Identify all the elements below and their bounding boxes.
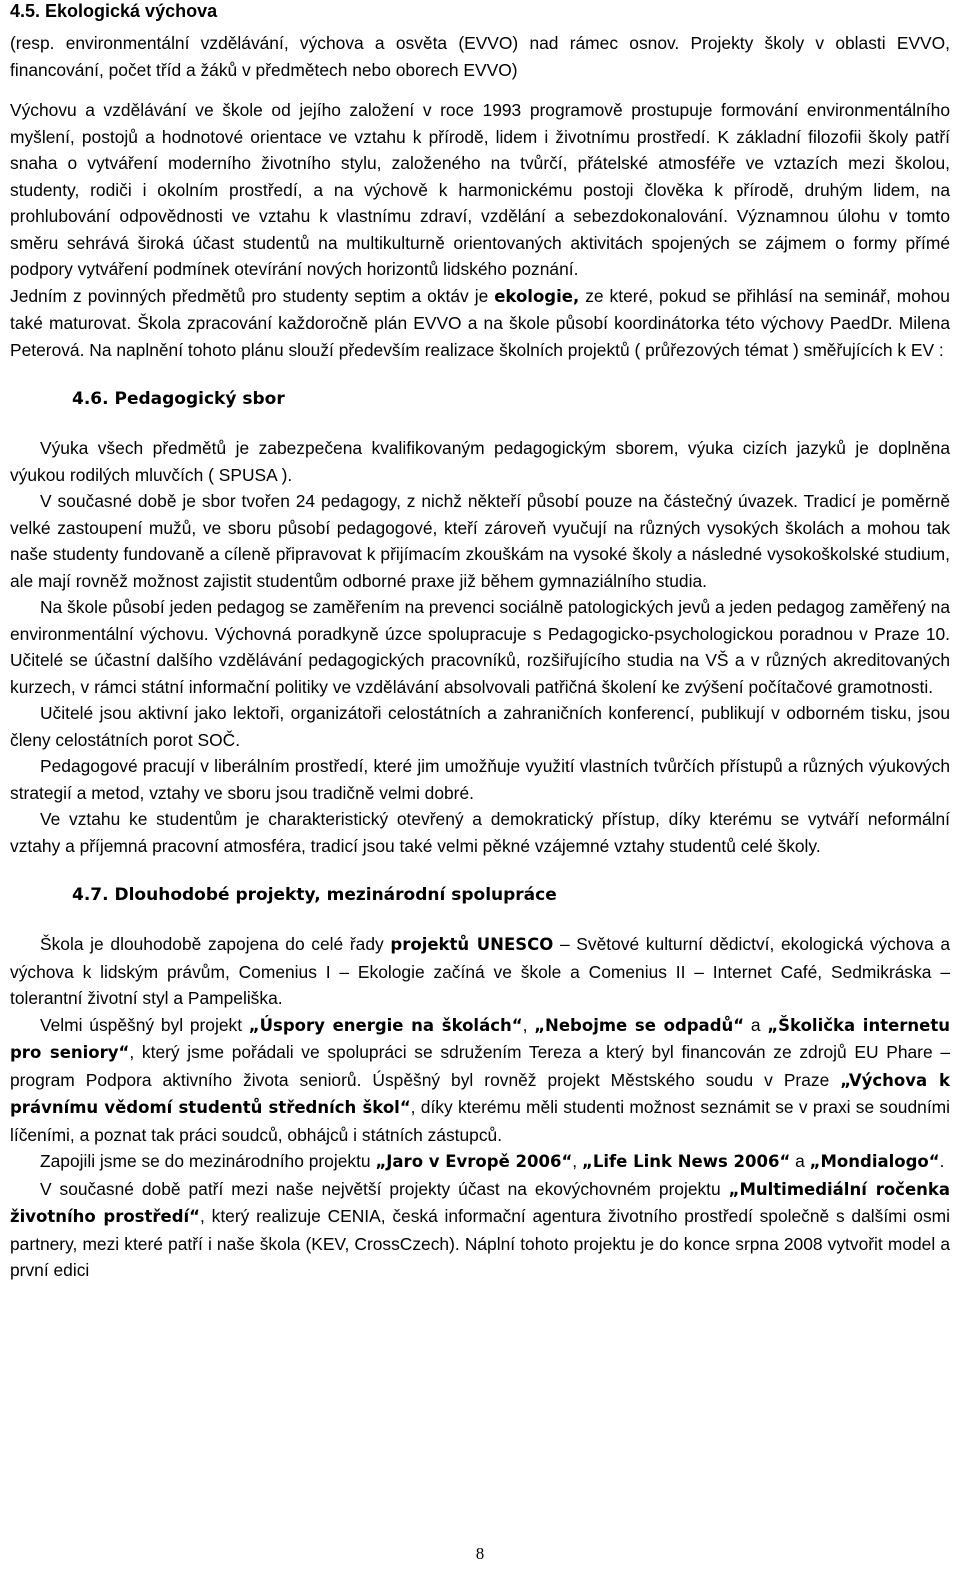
paragraph: Zapojili jsme se do mezinárodního projektu „Jaro v Evropě 2006“, „Life Link News 2006“ a „Mondialogo“. (40, 1151, 945, 1171)
paragraph: Výchovu a vzdělávání ve škole od jejího založení v roce 1993 programově prostupuje formování environmentálního myšlení, postojů a hodnotové orientace ve vztahu k přírodě, lidem i životnímu prostředí. K základní filozofii školy patří snaha o vytváření moderního životního stylu, založeného na tvůrčí, přátelské atmosféře ve vztazích mezi školou, studenty, rodiči i okolním prostředí, a na výchově k harmonickému postoji člověka k přírodě, druhým lidem, na prohlubování odpovědnosti ve vztahu k vlastnímu zdraví, vzdělání a sebezdokonalování. Významnou úlohu v tomto směru sehrává široká účast studentů na multikulturně orientovaných aktivitách spojených se zájmem o formy přímé podpory vytváření podmínek otevírání nových horizontů lidského poznání. (10, 100, 950, 279)
keyword: „Úspory energie na školách“ (248, 1015, 523, 1035)
keyword: „Jaro v Evropě 2006“ (375, 1152, 573, 1171)
paragraph: Pedagogové pracují v liberálním prostředí, které jim umožňuje využití vlastních tvůrčích přístupů a různých výukových strategií a metod, vztahy ve sboru jsou tradičně velmi dobré. (10, 756, 950, 803)
section-heading-4-5: 4.5. Ekologická výchova (10, 1, 218, 21)
paragraph: Jedním z povinných předmětů pro studenty septim a oktáv je ekologie, ze které, pokud se přihlásí na seminář, mohou také maturovat. Škola zpracování každoročně plán EVVO a na škole působí koordinátorka této výchovy PaedDr. Milena Peterová. Na naplnění tohoto plánu slouží především realizace školních projektů ( průřezových témat ) směřujících k EV : (10, 285, 950, 360)
paragraph: Škola je dlouhodobě zapojena do celé řady projektů UNESCO – Světové kulturní dědictví, ekologická výchova a výchova k lidským právům, Comenius I – Ekologie začíná ve škole a Comenius II – Internet Café, Sedmikráska – tolerantní životní styl a Pampeliška. (10, 934, 951, 1008)
keyword: „Nebojme se odpadů“ (534, 1015, 745, 1035)
paragraph: Výuka všech předmětů je zabezpečena kvalifikovaným pedagogickým sborem, výuka cizích jazyků je doplněna výukou rodilých mluvčích ( SPUSA ). (10, 438, 950, 485)
paragraph: V současné době je sbor tvořen 24 pedagogy, z nichž někteří působí pouze na částečný úvazek. Tradicí je poměrně velké zastoupení mužů, ve sboru působí pedagogové, kteří zároveň vyučují na různých vysokých školách a mohou tak naše studenty fundovaně a cíleně připravovat k přijímacím zkouškám na vysoké školy a následné vysokoškolské studium, ale mají rovněž možnost zajistit studentům odborné praxe již během gymnaziálního studia. (10, 491, 950, 591)
section-heading-4-6: 4.6. Pedagogický sbor (72, 389, 285, 409)
keyword: ekologie, (494, 286, 580, 306)
section-heading-4-7: 4.7. Dlouhodobé projekty, mezinárodní spolupráce (72, 885, 557, 905)
section-subtitle: (resp. environmentální vzdělávání, výchova a osvěta (EVVO) nad rámec osnov. Projekty školy v oblasti EVVO, financování, počet tříd a žáků v předmětech nebo oborech EVVO) (10, 33, 950, 80)
keyword: „Mondialogo“ (809, 1152, 940, 1171)
paragraph: Na škole působí jeden pedagog se zaměřením na prevenci sociálně patologických jevů a jeden pedagog zaměřený na environmentální výchovu. Výchovná poradkyně úzce spolupracuje s Pedagogicko-psychologickou poradnou v Praze 10. Učitelé se účastní dalšího vzdělávání pedagogických pracovníků, rozšiřujícího studia na VŠ a v různých akreditovaných kurzech, v rámci státní informační politiky ve vzdělávání absolvovali patřičná školení ke zvýšení počítačové gramotnosti. (10, 597, 950, 697)
page-number: 8 (475, 1544, 485, 1563)
paragraph: Velmi úspěšný byl projekt „Úspory energie na školách“, „Nebojme se odpadů“ a „Školička internetu pro seniory“, který jsme pořádali ve spolupráci se sdružením Tereza a který byl financován ze zdrojů EU Phare – program Podpora aktivního života seniorů. Úspěšný byl rovněž projekt Městského soudu v Praze „Výchova k právnímu vědomí studentů středních škol“, díky kterému měli studenti možnost seznámit se v praxi se soudními líčeními, a poznat tak práci soudců, obhájců i státních zástupců. (10, 1014, 951, 1145)
paragraph: V současné době patří mezi naše největší projekty účast na ekovýchovném projektu „Multimediální ročenka životního prostředí“, který realizuje CENIA, česká informační agentura životního prostředí společně s dalšími osmi partnery, mezi které patří i naše škola (KEV, CrossCzech). Náplní tohoto projektu je do konce srpna 2008 vytvořit model a první edici (10, 1178, 950, 1280)
keyword: „Školička internetu pro seniory“ (10, 1015, 950, 1062)
paragraph: Ve vztahu ke studentům je charakteristický otevřený a demokratický přístup, díky kterému se vytváří neformální vztahy a příjemná pracovní atmosféra, tradicí jsou také velmi pěkné vzájemné vztahy studentů celé školy. (10, 809, 950, 856)
keyword: projektů UNESCO (390, 935, 554, 954)
keyword: „Multimediální ročenka životního prostředí“ (10, 1179, 950, 1226)
keyword: „Výchova k právnímu vědomí studentů středních škol“ (10, 1070, 950, 1117)
document-page (10, 0, 950, 1284)
paragraph: Učitelé jsou aktivní jako lektoři, organizátoři celostátních a zahraničních konferencí, publikují v odborném tisku, jsou členy celostátních porot SOČ. (10, 703, 950, 750)
keyword: „Life Link News 2006“ (581, 1152, 791, 1171)
